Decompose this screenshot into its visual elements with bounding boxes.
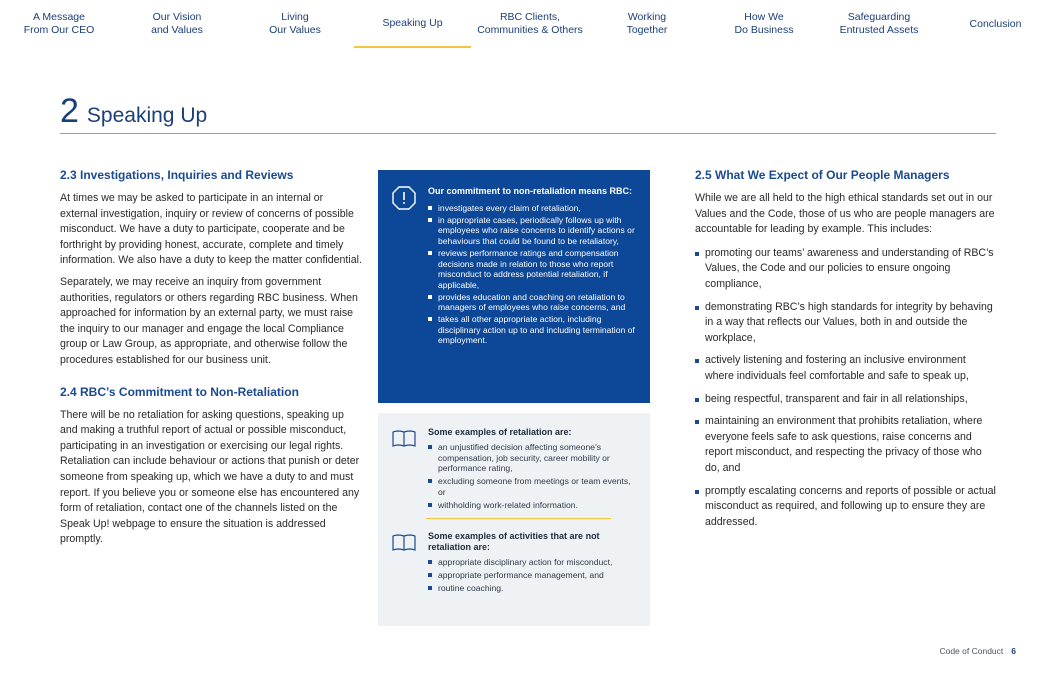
examples-divider <box>426 518 611 519</box>
list-item: in appropriate cases, periodically follows up with employees who raise concerns to identify actions or behaviours that could be found to be retaliatory, <box>428 215 638 247</box>
list-item: being respectful, transparent and fair in all relationships, <box>695 392 997 408</box>
heading-2-4: 2.4 RBC’s Commitment to Non-Retaliation <box>60 384 299 399</box>
tab-how-we-do-business[interactable]: How We Do Business <box>734 11 794 36</box>
right-column <box>695 168 997 537</box>
top-nav <box>0 0 1056 48</box>
list-item: appropriate performance management, and <box>428 570 638 581</box>
document-name: Code of Conduct <box>939 646 1004 656</box>
left-column <box>60 168 362 554</box>
heading-2-3: 2.3 Investigations, Inquiries and Reviews <box>60 168 294 182</box>
list-item: promptly escalating concerns and reports of possible or actual misconduct as required, and following up to ensure they are addressed. <box>695 484 997 531</box>
list-item: withholding work-related information. <box>428 500 638 511</box>
non-retaliation-examples-title: Some examples of activities that are not retaliation are: <box>428 531 600 553</box>
list-item: reviews performance ratings and compensation decisions made in relation to those who report misconduct to address potential retaliation, if applicable, <box>428 248 638 291</box>
page-title <box>60 92 207 131</box>
examples-callout <box>378 413 650 626</box>
tab-rbc-clients[interactable]: RBC Clients, Communities & Others <box>477 11 583 36</box>
title-divider <box>60 133 996 134</box>
tab-conclusion[interactable]: Conclusion <box>969 17 1022 30</box>
retaliation-examples-list <box>428 442 638 510</box>
tab-ceo-message[interactable]: A Message From Our CEO <box>23 11 95 36</box>
list-item: appropriate disciplinary action for misconduct, <box>428 557 638 568</box>
retaliation-examples-title: Some examples of retaliation are: <box>428 427 572 437</box>
page-footer <box>939 646 1016 656</box>
manager-expectations-list <box>695 246 997 531</box>
section-number: 2 <box>60 92 79 130</box>
list-item: maintaining an environment that prohibits retaliation, where everyone feels safe to ask questions, raise concerns and report misconduct, and respecting the privacy of those who do, and <box>695 414 997 476</box>
list-item: excluding someone from meetings or team events, or <box>428 476 638 497</box>
list-item: provides education and coaching on retaliation to managers of employees who raise concerns, and <box>428 292 638 313</box>
section-title: Speaking Up <box>86 104 208 127</box>
list-item: investigates every claim of retaliation, <box>428 203 638 214</box>
list-item: an unjustified decision affecting someone’s compensation, job security, career mobility or performance rating, <box>428 442 638 474</box>
paragraph-people-managers: While we are all held to the high ethical standards set out in our Values and the Code, those of us who are people managers are accountable for leading by example. This includes: <box>695 192 995 236</box>
paragraph-investigations-1: At times we may be asked to participate in an internal or external investigation, inquiry or review of concerns of possible misconduct. We have a duty to participate, cooperate and be forthright by providing honest, accurate, complete and timely information. We also have a duty to keep the matter confidential. <box>60 192 362 267</box>
book-icon <box>392 534 416 552</box>
tab-living-values[interactable]: Living Our Values <box>269 11 321 36</box>
paragraph-investigations-2: Separately, we may receive an inquiry from government authorities, regulators or others regarding RBC business. When approached for information by an external party, we must raise the inquiry to our manager and engage the local Compliance group or Law Group, as appropriate, and otherwise follow the procedures established for our business unit. <box>60 275 358 366</box>
commitment-callout <box>378 170 650 403</box>
book-icon <box>392 430 416 448</box>
list-item: promoting our teams’ awareness and understanding of RBC’s Values, the Code and our policies to ensure ongoing compliance, <box>695 246 997 293</box>
tab-working-together[interactable]: Working Together <box>626 11 668 36</box>
commitment-list <box>428 203 638 346</box>
page-number: 6 <box>1011 646 1016 656</box>
heading-2-5: 2.5 What We Expect of Our People Managers <box>695 168 950 182</box>
non-retaliation-examples-list <box>428 557 638 593</box>
list-item: demonstrating RBC’s high standards for integrity by behaving in a way that reflects our Values, both in and outside the workplace, <box>695 300 997 347</box>
alert-icon <box>392 186 416 210</box>
list-item: actively listening and fostering an inclusive environment where individuals feel comfortable and safe to speak up, <box>695 353 997 384</box>
list-item: routine coaching. <box>428 583 638 594</box>
tab-speaking-up[interactable]: Speaking Up <box>354 0 471 48</box>
tab-vision-values[interactable]: Our Vision and Values <box>151 11 203 36</box>
tab-safeguarding-assets[interactable]: Safeguarding Entrusted Assets <box>839 11 919 36</box>
paragraph-non-retaliation: There will be no retaliation for asking questions, speaking up and making a truthful report of actual or possible misconduct, participating in an investigation or exercising our legal rights. Retaliation can include behaviour or actions that punish or deter someone from speaking up, which we have a duty to and must report. If you believe you or someone else has encountered any form of retaliation, contact one of the channels listed on the Speak Up! webpage to ensure the situation is addressed promptly. <box>60 408 360 546</box>
commitment-title: Our commitment to non-retaliation means RBC: <box>428 186 633 196</box>
list-item: takes all other appropriate action, including disciplinary action up to and including termination of employment. <box>428 314 638 346</box>
